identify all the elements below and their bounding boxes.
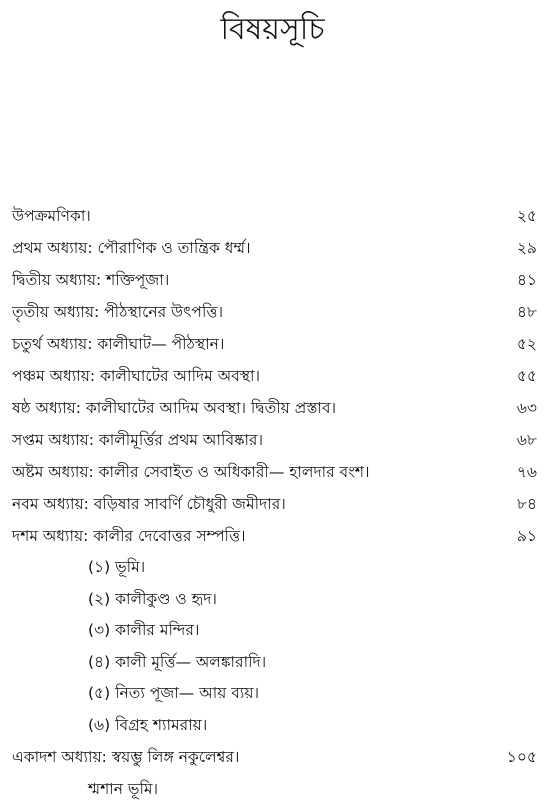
toc-entry (0, 200, 545, 232)
toc-subentry (0, 552, 545, 584)
toc-subentry (0, 647, 545, 679)
toc-entry (0, 424, 545, 456)
subentry-text: শ্মশান ভূমি। (88, 780, 159, 798)
page-title: বিষয়সূচি (220, 12, 325, 47)
table-of-contents (0, 200, 545, 805)
entry-page: ৪১ (516, 271, 537, 289)
entry-title: দ্বিতীয় অধ্যায়: শক্তিপূজা। (12, 271, 170, 289)
subentry-text: (৫) নিত্য পূজা— আয় ব্যয়। (88, 684, 260, 702)
entry-page: ৮৪ (516, 495, 537, 513)
toc-entry (0, 232, 545, 264)
toc-subentry (0, 678, 545, 710)
entry-title: পঞ্চম অধ্যায়: কালীঘাটের আদিম অবস্থা। (12, 367, 261, 385)
toc-subentry (0, 584, 545, 616)
toc-entry (0, 520, 545, 552)
entry-title: অষ্টম অধ্যায়: কালীর সেবাইত ও অধিকারী— হালদার বংশ। (12, 463, 370, 481)
entry-page: ৬৩ (516, 399, 537, 417)
entry-title: নবম অধ্যায়: বড়িষার সাবর্ণি চৌধুরী জমীদার। (12, 495, 286, 513)
subentry-text: (৪) কালী মূর্ত্তি— অলঙ্কারাদি। (88, 652, 267, 671)
toc-subentry (0, 773, 545, 805)
subentry-text: (৬) বিগ্রহ শ্যামরায়। (88, 715, 208, 734)
entry-page: ৭৬ (516, 463, 537, 481)
entry-page: ৫৫ (516, 367, 537, 385)
entry-title: প্রথম অধ্যায়: পৌরাণিক ও তান্ত্রিক ধর্ম্ম। (12, 239, 251, 257)
toc-entry (0, 456, 545, 488)
entry-page: ৯১ (516, 527, 537, 545)
entry-page: ৫২ (516, 335, 537, 353)
entry-page: ২৫ (516, 207, 537, 225)
toc-subentry (0, 615, 545, 647)
toc-entry (0, 264, 545, 296)
toc-entry (0, 360, 545, 392)
entry-title: সপ্তম অধ্যায়: কালীমূর্ত্তির প্রথম আবিষ্কার। (12, 431, 264, 449)
subentry-text: (২) কালীকুণ্ড ও হৃদ। (88, 589, 217, 608)
entry-title: একাদশ অধ্যায়: স্বয়ম্ভু লিঙ্গ নকুলেশ্বর। (12, 748, 240, 766)
entry-title: ষষ্ঠ অধ্যায়: কালীঘাটের আদিম অবস্থা। দ্বিতীয় প্রস্তাব। (12, 399, 337, 417)
subentry-text: (১) ভূমি। (88, 558, 146, 576)
toc-subentry (0, 710, 545, 742)
entry-page: ২৯ (516, 239, 537, 257)
entry-page: ৬৮ (516, 431, 537, 449)
toc-entry (0, 741, 545, 773)
entry-title: তৃতীয় অধ্যায়: পীঠস্থানের উৎপত্তি। (12, 303, 224, 321)
toc-entry (0, 392, 545, 424)
entry-title: দশম অধ্যায়: কালীর দেবোত্তর সম্পত্তি। (12, 527, 246, 545)
entry-title: চতুর্থ অধ্যায়: কালীঘাট— পীঠস্থান। (12, 335, 225, 353)
subentry-text: (৩) কালীর মন্দির। (88, 621, 200, 639)
toc-entry (0, 328, 545, 360)
entry-title: উপক্রমণিকা। (12, 207, 91, 225)
toc-entry (0, 488, 545, 520)
entry-page: ৪৮ (516, 303, 537, 321)
entry-page: ১০৫ (506, 748, 537, 766)
toc-entry (0, 296, 545, 328)
